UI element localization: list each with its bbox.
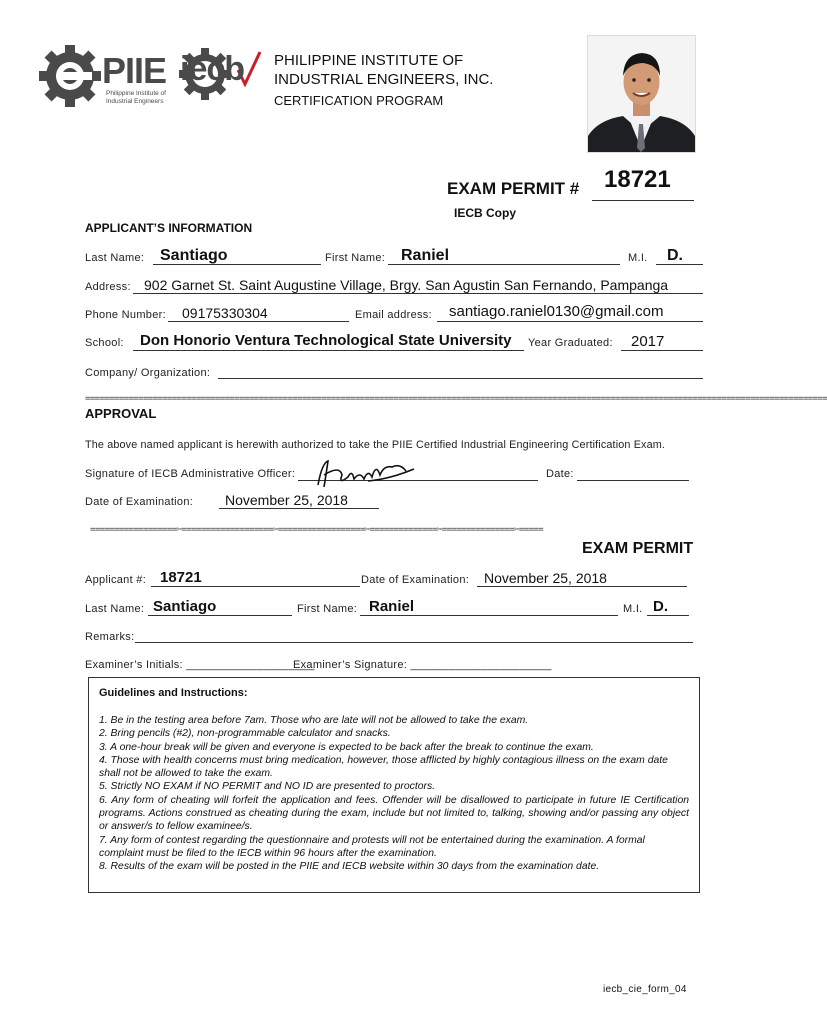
year-graduated-field[interactable] [621, 350, 703, 351]
guideline-item: 3. A one-hour break will be given and everyone is expected to be back after the break to continue the exam. [99, 741, 594, 753]
company-label: Company/ Organization: [85, 367, 211, 379]
logo-piie-text: PIIE [102, 50, 167, 91]
email-field[interactable] [437, 321, 703, 322]
permit-copy-label: IECB Copy [454, 206, 517, 220]
examiner-initials-label: Examiner’s Initials: ____________________ [85, 659, 315, 671]
approval-title: APPROVAL [85, 406, 157, 421]
guidelines-title: Guidelines and Instructions: [99, 687, 248, 699]
stub-last-name-value: Santiago [153, 598, 217, 615]
guideline-item: 2. Bring pencils (#2), non-programmable calculator and snacks. [99, 728, 391, 740]
guideline-item: 6. Any form of cheating will forfeit the application and fees. Offender will be disallowed to participate in future IE Certification programs. Actions construed as cheating during the exam, include but not limited to, talking, showing and/or passing any object or answer/s to fellow examinee/s. [99, 794, 689, 833]
address-label: Address: [85, 281, 131, 293]
stub-last-name-label: Last Name: [85, 603, 145, 615]
email-label: Email address: [355, 309, 432, 321]
year-graduated-label: Year Graduated: [528, 337, 613, 349]
stub-first-name-value: Raniel [369, 598, 415, 615]
applicant-section-title: APPLICANT’S INFORMATION [85, 221, 253, 235]
approval-exam-date-label: Date of Examination: [85, 496, 194, 508]
stub-title: EXAM PERMIT [582, 540, 694, 557]
stub-first-name-field[interactable] [360, 615, 618, 616]
examiner-signature-label: Examiner’s Signature: ______________________ [293, 659, 552, 671]
program-name: CERTIFICATION PROGRAM [274, 93, 444, 108]
stub-applicant-no-field[interactable] [151, 586, 360, 587]
permit-title: EXAM PERMIT # [447, 179, 580, 198]
stub-mi-value: D. [653, 598, 668, 615]
stub-exam-date-value: November 25, 2018 [484, 570, 607, 586]
stub-exam-date-label: Date of Examination: [361, 574, 470, 586]
org-name-line2: INDUSTRIAL ENGINEERS, INC. [274, 71, 494, 88]
phone-value: 09175330304 [182, 305, 268, 321]
company-field[interactable] [218, 378, 703, 379]
cut-line: ==================✂===================✂==================✂==============✂===============✂===== [90, 525, 543, 535]
phone-label: Phone Number: [85, 309, 166, 321]
stub-mi-field[interactable] [647, 615, 689, 616]
piie-iecb-logo [40, 40, 265, 110]
year-graduated-value: 2017 [631, 333, 665, 350]
mi-value: D. [667, 247, 683, 264]
phone-field[interactable] [168, 321, 349, 322]
email-value: santiago.raniel0130@gmail.com [449, 303, 664, 320]
guideline-item: 8. Results of the exam will be posted in the PIIE and IECB website within 30 days from the examination date. [99, 861, 600, 873]
first-name-label: First Name: [325, 252, 386, 264]
guidelines-box [88, 677, 700, 893]
guideline-item: 4. Those with health concerns must bring medication, however, those afflicted by highly contagious illness on the exam date shall not be allowed to take the exam. [99, 754, 668, 780]
address-field[interactable] [133, 293, 703, 294]
form-code: iecb_cie_form_04 [603, 984, 687, 995]
logo-piie-sub2: Industrial Engineers [106, 98, 164, 105]
guideline-item: 5. Strictly NO EXAM if NO PERMIT and NO ID are presented to proctors. [99, 781, 436, 793]
officer-signature-label: Signature of IECB Administrative Officer: [85, 468, 296, 480]
stub-remarks-field[interactable] [135, 642, 693, 643]
mi-label: M.I. [628, 252, 648, 264]
school-label: School: [85, 337, 124, 349]
approval-date-field[interactable] [577, 480, 689, 481]
person-photo-icon [588, 36, 695, 152]
approval-date-label: Date: [546, 468, 574, 480]
stub-applicant-no-value: 18721 [160, 569, 202, 586]
section-separator: ========================================================================================================================================================== [85, 394, 827, 404]
school-field[interactable] [133, 350, 524, 351]
stub-applicant-no-label: Applicant #: [85, 574, 147, 586]
school-value: Don Honorio Ventura Technological State University [140, 332, 512, 349]
logo-iecb-text: iecb [180, 50, 245, 88]
approval-statement: The above named applicant is herewith authorized to take the PIIE Certified Industrial Engineering Certification Exam. [85, 439, 666, 451]
stub-first-name-label: First Name: [297, 603, 358, 615]
applicant-photo [587, 35, 696, 153]
approval-exam-date-field[interactable] [219, 508, 379, 509]
guideline-item: 7. Any form of contest regarding the questionnaire and protests will not be entertained during the examination. A formal complaint must be filed to the IECB within 96 hours after the examination. [99, 834, 645, 859]
permit-number-line [592, 200, 694, 201]
officer-signature-image [310, 455, 420, 495]
first-name-value: Raniel [401, 247, 450, 264]
address-value: 902 Garnet St. Saint Augustine Village, Brgy. San Agustin San Fernando, Pampanga [144, 277, 669, 293]
last-name-label: Last Name: [85, 252, 145, 264]
logo-piie-sub1: Philippine Institute of [106, 90, 166, 97]
stub-exam-date-field[interactable] [477, 586, 687, 587]
stub-remarks-label: Remarks: [85, 631, 135, 643]
org-name-line1: PHILIPPINE INSTITUTE OF [274, 52, 464, 69]
stub-last-name-field[interactable] [148, 615, 292, 616]
stub-mi-label: M.I. [623, 603, 643, 615]
permit-number: 18721 [604, 166, 671, 193]
approval-exam-date-value: November 25, 2018 [225, 492, 348, 508]
last-name-value: Santiago [160, 247, 228, 264]
guideline-item: 1. Be in the testing area before 7am. Those who are late will not be allowed to take the exam. [99, 715, 529, 726]
